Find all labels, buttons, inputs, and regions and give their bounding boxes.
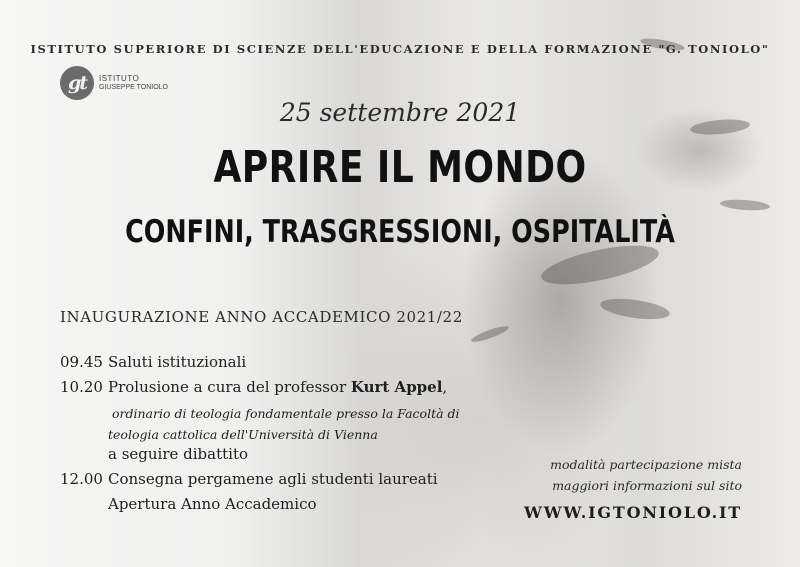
event-name: INAUGURAZIONE ANNO ACCADEMICO 2021/22 [60, 308, 463, 326]
event-subtitle: CONFINI, TRASGRESSIONI, OSPITALITÀ [125, 214, 675, 250]
program-item [60, 470, 460, 495]
birch-bark-mark [720, 198, 771, 211]
participation-info [550, 454, 742, 496]
program-follow: Apertura Anno Accademico [108, 495, 317, 513]
speaker-note: teologia cattolica dell'Università di Vienna [108, 427, 378, 442]
program-text: Consegna pergamene agli studenti laureati [108, 470, 438, 488]
program-text [108, 378, 447, 396]
program-item [60, 378, 460, 403]
program-time: 12.00 [60, 470, 103, 488]
institute-logo [60, 66, 168, 100]
program-text-after: , [442, 378, 448, 396]
event-date: 25 settembre 2021 [279, 98, 521, 127]
event-title: APRIRE IL MONDO [213, 142, 587, 193]
program-time: 10.20 [60, 378, 103, 396]
logo-text [99, 74, 168, 92]
participation-mode: modalità partecipazione mista [550, 457, 742, 472]
speaker-name: Kurt Appel [350, 378, 443, 396]
website-link[interactable]: WWW.IGTONIOLO.IT [523, 503, 742, 522]
program-follow: a seguire dibattito [108, 445, 249, 463]
program-schedule [60, 353, 460, 520]
birch-bark-mark [470, 323, 510, 344]
logo-line-1: ISTITUTO [99, 74, 140, 83]
logo-line-2: GIUSEPPE TONIOLO [99, 84, 168, 91]
logo-mark-icon: gt [60, 66, 94, 100]
program-time: 09.45 [60, 353, 103, 371]
program-text-before: Prolusione a cura del professor [108, 378, 351, 396]
institute-name: ISTITUTO SUPERIORE DI SCIENZE DELL'EDUCAZIONE E DELLA FORMAZIONE "G. TONIOLO" [30, 42, 770, 56]
birch-bark-mark [599, 295, 671, 323]
program-item [60, 353, 460, 378]
program-text: Saluti istituzionali [108, 353, 247, 371]
speaker-note: ordinario di teologia fondamentale presso la Facoltà di [112, 406, 460, 421]
more-info: maggiori informazioni sul sito [552, 478, 742, 493]
